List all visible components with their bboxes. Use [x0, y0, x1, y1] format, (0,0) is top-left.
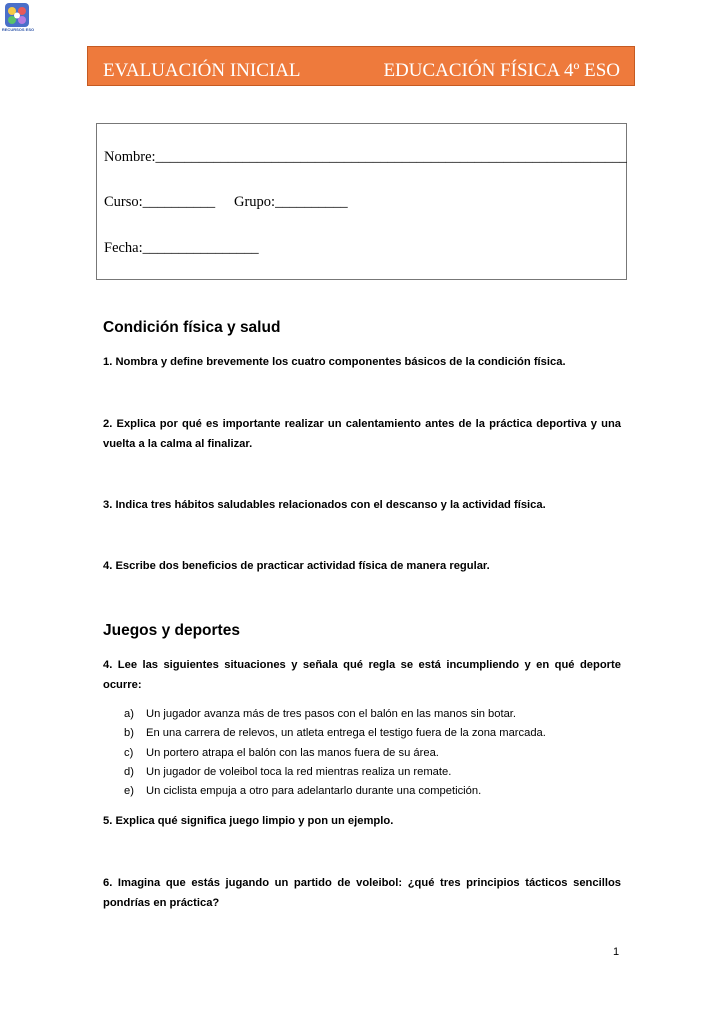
grupo-field[interactable]: Grupo:__________ — [234, 194, 348, 210]
question-5: 5. Explica qué significa juego limpio y pon un ejemplo. — [103, 815, 394, 827]
header-title-right: EDUCACIÓN FÍSICA 4º ESO — [383, 60, 620, 81]
section-title-juegos-deportes: Juegos y deportes — [103, 622, 240, 639]
header-banner — [87, 46, 635, 86]
fecha-field[interactable]: Fecha:________________ — [104, 240, 259, 256]
section-title-condicion-fisica: Condición física y salud — [103, 319, 281, 336]
question-3: 3. Indica tres hábitos saludables relacionados con el descanso y la actividad física. — [103, 499, 546, 511]
list-item: d) Un jugador de voleibol toca la red mientras realiza un remate. — [124, 765, 452, 778]
logo-text: RECURSOS ESO — [1, 27, 35, 32]
question-2: 2. Explica por qué es importante realizar un calentamiento antes de la práctica deportiva y una vuelta a la calma al finalizar. — [103, 418, 621, 450]
header-title-left: EVALUACIÓN INICIAL — [103, 60, 301, 81]
nombre-field[interactable]: Nombre:_________________________________________________________________ — [104, 149, 627, 165]
student-info-box — [96, 123, 627, 280]
recursos-eso-logo-icon — [4, 2, 30, 30]
question-4-situaciones: 4. Lee las siguientes situaciones y señala qué regla se está incumpliendo y en qué deporte ocurre: — [103, 659, 621, 691]
list-item: a) Un jugador avanza más de tres pasos con el balón en las manos sin botar. — [124, 708, 517, 720]
question-1: 1. Nombra y define brevemente los cuatro componentes básicos de la condición física. — [103, 356, 566, 368]
list-item: e) Un ciclista empuja a otro para adelantarlo durante una competición. — [124, 785, 482, 798]
list-item: b) En una carrera de relevos, un atleta entrega el testigo fuera de la zona marcada. — [124, 727, 546, 740]
list-item: c) Un portero atrapa el balón con las manos fuera de su área. — [124, 746, 439, 759]
question-6: 6. Imagina que estás jugando un partido de voleibol: ¿qué tres principios tácticos sencillos pondrías en práctica? — [103, 877, 621, 909]
situations-list — [124, 705, 546, 801]
question-4: 4. Escribe dos beneficios de practicar actividad física de manera regular. — [103, 560, 490, 572]
page-number: 1 — [613, 946, 620, 958]
curso-field[interactable]: Curso:__________ — [104, 194, 216, 210]
